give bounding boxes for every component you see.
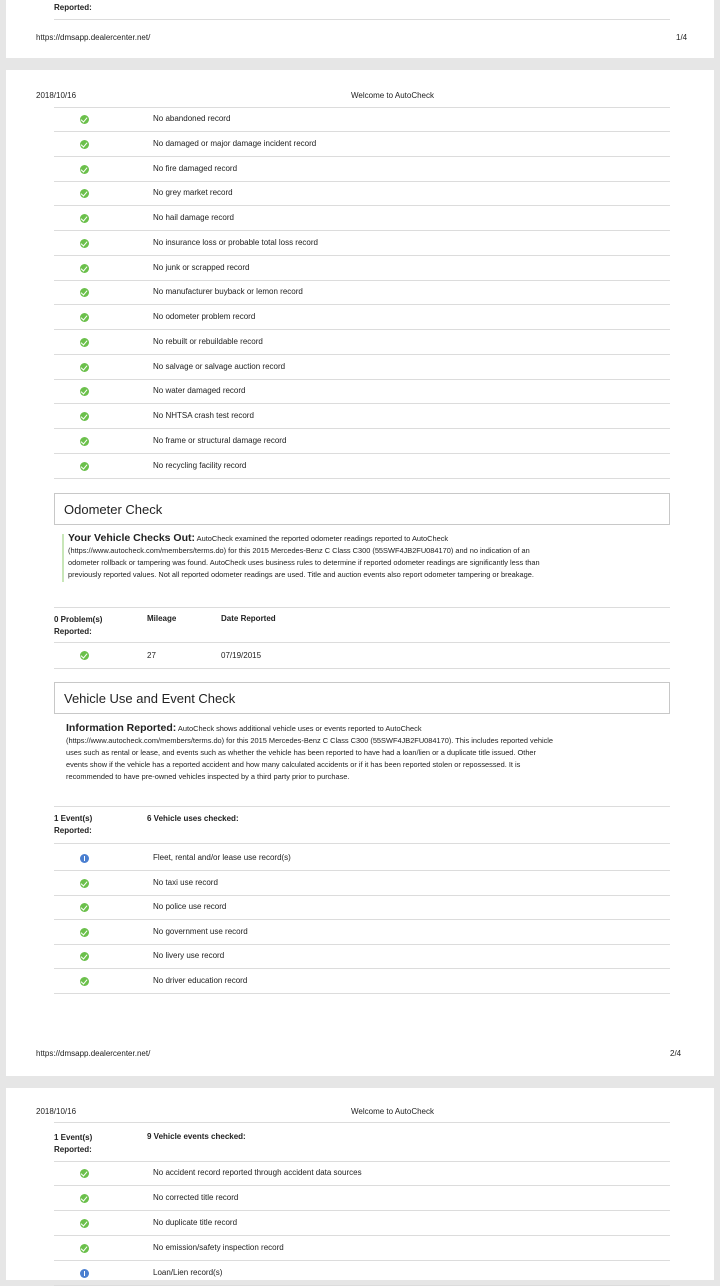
page-1 bbox=[6, 0, 714, 58]
divider bbox=[54, 255, 670, 256]
uses-checked-header: 6 Vehicle uses checked: bbox=[147, 814, 239, 823]
divider bbox=[54, 107, 670, 108]
vehicle-use-text-line: recommended to have pre-owned vehicles inspected by a third party prior to purchase. bbox=[66, 772, 350, 781]
vehicle-use-summary bbox=[66, 722, 553, 783]
list-item: No abandoned record bbox=[153, 114, 231, 123]
list-item: No fire damaged record bbox=[153, 163, 238, 173]
problems-header bbox=[54, 614, 102, 638]
page-number: 1/4 bbox=[676, 33, 688, 42]
check-icon bbox=[80, 288, 89, 297]
list-item: No odometer problem record bbox=[153, 312, 256, 321]
odometer-text-line: odometer rollback or tampering was found. AutoCheck uses business rules to determine if reported odometer readings are significantly less than bbox=[68, 558, 540, 567]
vehicle-use-lead: Information Reported: bbox=[66, 722, 177, 734]
section-title: Odometer Check bbox=[64, 502, 163, 517]
divider bbox=[54, 1235, 670, 1236]
list-item: No duplicate title record bbox=[153, 1218, 238, 1227]
vehicle-use-header bbox=[54, 682, 670, 714]
list-item: No recycling facility record bbox=[153, 460, 247, 470]
page-2 bbox=[6, 70, 714, 1076]
divider bbox=[54, 379, 670, 380]
check-icon bbox=[80, 189, 89, 198]
check-icon bbox=[80, 952, 89, 961]
page-header-title: Welcome to AutoCheck bbox=[351, 1107, 435, 1116]
list-item: Loan/Lien record(s) bbox=[153, 1268, 223, 1277]
check-icon bbox=[80, 1169, 89, 1178]
check-icon bbox=[80, 903, 89, 912]
check-icon bbox=[80, 264, 89, 273]
divider bbox=[54, 895, 670, 896]
list-item: No accident record reported through accident data sources bbox=[153, 1168, 362, 1177]
divider bbox=[54, 843, 670, 844]
divider bbox=[54, 944, 670, 945]
vehicle-use-text-line: events show if the vehicle has a reported accident and how many calculated accidents or if it has been reported stolen or repossessed. It is bbox=[66, 760, 521, 769]
report-date: 2018/10/16 bbox=[36, 91, 77, 100]
events-header bbox=[54, 1132, 92, 1156]
divider bbox=[54, 329, 670, 330]
mileage-header: Mileage bbox=[147, 614, 177, 623]
list-item: No damaged or major damage incident record bbox=[153, 138, 317, 148]
divider bbox=[54, 1185, 670, 1186]
check-icon bbox=[80, 140, 89, 149]
info-icon bbox=[80, 854, 89, 863]
vehicle-use-text-line: uses such as rental or lease, and events such as whether the vehicle has been reported to have had a loan/lien or a duplicate title issued. Other bbox=[66, 748, 537, 757]
list-item: No insurance loss or probable total loss record bbox=[153, 237, 318, 247]
odometer-text-line: (https://www.autocheck.com/members/terms.do) for this 2015 Mercedes-Benz C Class C300 (55SWF4JB2FU084170) and no indication of an bbox=[68, 546, 530, 555]
divider bbox=[54, 607, 670, 608]
check-icon bbox=[80, 115, 89, 124]
list-item: No emission/safety inspection record bbox=[153, 1243, 284, 1252]
divider bbox=[54, 993, 670, 994]
problems-label: 0 Problem(s) bbox=[54, 615, 103, 624]
odometer-check-header bbox=[54, 493, 670, 525]
check-icon bbox=[80, 437, 89, 446]
check-icon bbox=[80, 928, 89, 937]
check-icon bbox=[80, 338, 89, 347]
page-footer-url: https://dmsapp.dealercenter.net/ bbox=[36, 1049, 151, 1058]
check-icon bbox=[80, 1194, 89, 1203]
check-icon bbox=[80, 977, 89, 986]
divider bbox=[54, 668, 670, 669]
vehicle-use-text-line: AutoCheck shows additional vehicle uses or events reported to AutoCheck bbox=[177, 724, 422, 733]
list-item: No police use record bbox=[153, 902, 227, 912]
divider bbox=[54, 478, 670, 479]
page-header-title: Welcome to AutoCheck bbox=[351, 91, 435, 100]
events-label: Reported: bbox=[54, 826, 92, 835]
info-icon bbox=[80, 1269, 89, 1278]
divider bbox=[54, 1161, 670, 1162]
divider bbox=[54, 19, 670, 20]
page-number: 2/4 bbox=[670, 1049, 682, 1058]
list-item: No junk or scrapped record bbox=[153, 262, 250, 272]
events-header bbox=[54, 813, 92, 837]
divider bbox=[54, 280, 670, 281]
section-title: Vehicle Use and Event Check bbox=[64, 691, 236, 706]
divider bbox=[54, 131, 670, 132]
list-item: No salvage or salvage auction record bbox=[153, 361, 286, 371]
problems-label: Reported: bbox=[54, 627, 92, 636]
divider bbox=[54, 304, 670, 305]
events-label: Reported: bbox=[54, 1145, 92, 1154]
events-label: 1 Event(s) bbox=[54, 1133, 93, 1142]
divider bbox=[54, 1210, 670, 1211]
check-icon bbox=[80, 387, 89, 396]
events-label: 1 Event(s) bbox=[54, 814, 93, 823]
list-item: No rebuilt or rebuildable record bbox=[153, 336, 263, 346]
divider bbox=[54, 428, 670, 429]
list-item: No NHTSA crash test record bbox=[153, 411, 254, 420]
divider bbox=[54, 919, 670, 920]
list-item: No taxi use record bbox=[153, 877, 218, 887]
check-icon bbox=[80, 412, 89, 421]
check-icon bbox=[80, 214, 89, 223]
divider bbox=[54, 968, 670, 969]
reported-label: Reported: bbox=[54, 3, 92, 12]
divider bbox=[54, 354, 670, 355]
list-item: Fleet, rental and/or lease use record(s) bbox=[153, 853, 291, 862]
list-item: No grey market record bbox=[153, 188, 233, 198]
check-icon bbox=[80, 462, 89, 471]
odometer-summary bbox=[68, 532, 540, 581]
divider bbox=[54, 230, 670, 231]
check-icon bbox=[80, 651, 89, 660]
divider bbox=[54, 453, 670, 454]
date-reported-header: Date Reported bbox=[221, 614, 276, 623]
check-icon bbox=[80, 1219, 89, 1228]
odometer-lead: Your Vehicle Checks Out: bbox=[68, 532, 196, 544]
check-icon bbox=[80, 879, 89, 888]
list-item: No frame or structural damage record bbox=[153, 435, 287, 445]
list-item: No water damaged record bbox=[153, 386, 246, 396]
odometer-date: 07/19/2015 bbox=[221, 651, 262, 660]
odometer-text-line: previously reported values. Not all reported odometer readings are used. Title and auction events also report odometer tampering or breakage. bbox=[68, 570, 534, 579]
check-icon bbox=[80, 363, 89, 372]
list-item: No manufacturer buyback or lemon record bbox=[153, 287, 303, 297]
divider bbox=[54, 1122, 670, 1123]
divider bbox=[54, 156, 670, 157]
divider bbox=[54, 806, 670, 807]
check-icon bbox=[80, 313, 89, 322]
divider bbox=[54, 1260, 670, 1261]
check-icon bbox=[80, 165, 89, 174]
vehicle-use-text-line: (https://www.autocheck.com/members/terms.do) for this 2015 Mercedes-Benz C Class C300 (55SWF4JB2FU084170). This includes reported vehicle bbox=[66, 736, 554, 745]
list-item: No hail damage record bbox=[153, 213, 234, 222]
list-item: No government use record bbox=[153, 926, 248, 936]
check-icon bbox=[80, 239, 89, 248]
list-item: No livery use record bbox=[153, 951, 225, 961]
events-checked-header: 9 Vehicle events checked: bbox=[147, 1132, 246, 1141]
divider bbox=[54, 642, 670, 643]
check-icon bbox=[80, 1244, 89, 1253]
page-3 bbox=[6, 1088, 714, 1280]
list-item: No driver education record bbox=[153, 976, 248, 985]
divider bbox=[54, 181, 670, 182]
divider bbox=[54, 205, 670, 206]
divider bbox=[54, 403, 670, 404]
report-date: 2018/10/16 bbox=[36, 1107, 77, 1116]
list-item: No corrected title record bbox=[153, 1193, 239, 1202]
page-footer-url: https://dmsapp.dealercenter.net/ bbox=[36, 33, 151, 42]
odometer-text-line: AutoCheck examined the reported odometer readings reported to AutoCheck bbox=[196, 534, 449, 543]
divider bbox=[54, 870, 670, 871]
callout-bar bbox=[62, 534, 64, 582]
odometer-mileage: 27 bbox=[147, 651, 156, 660]
